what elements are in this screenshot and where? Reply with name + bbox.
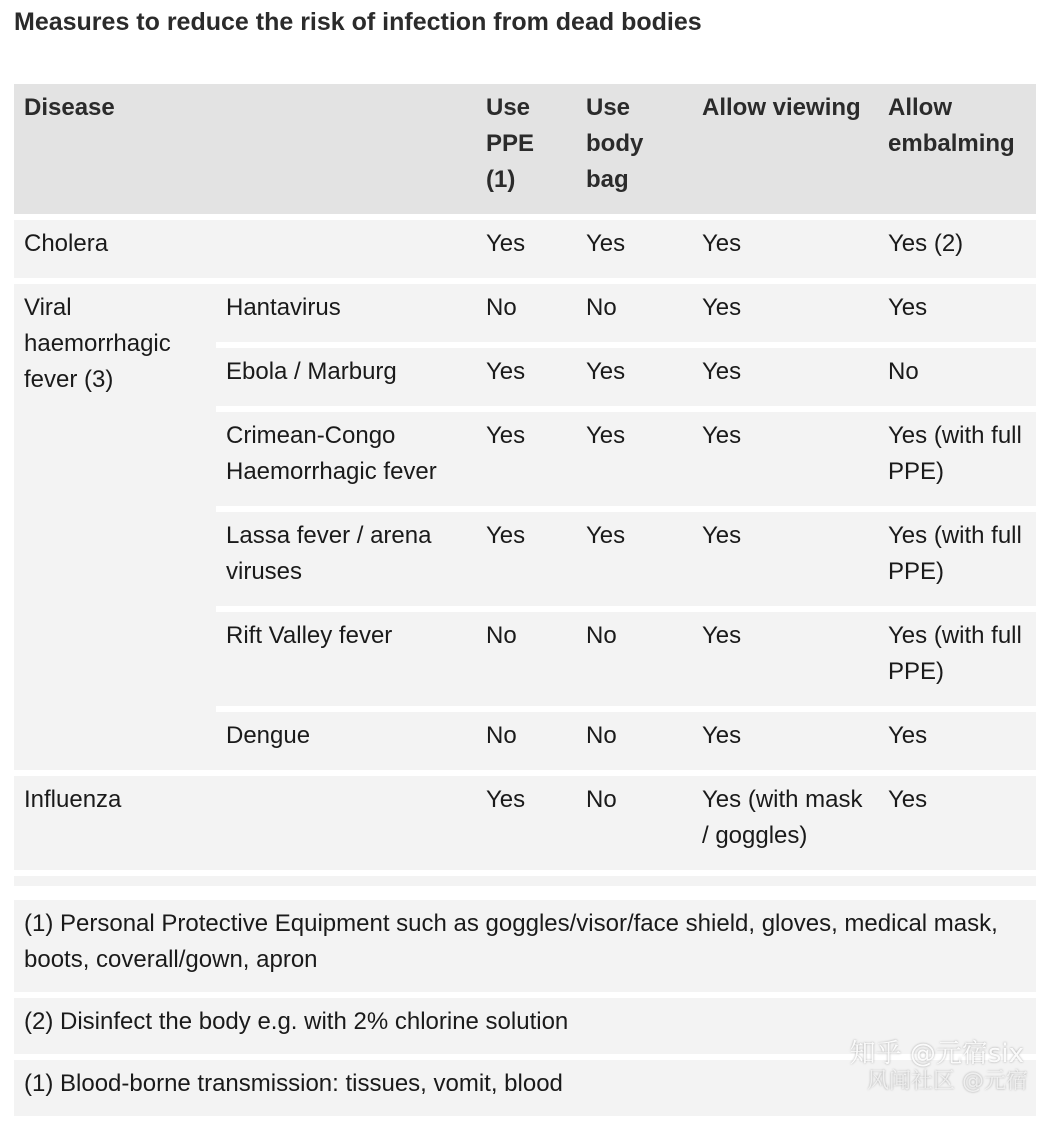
viewing-cell: Yes bbox=[692, 214, 878, 278]
subtype-cell: Hantavirus bbox=[216, 278, 476, 342]
viewing-cell: Yes bbox=[692, 706, 878, 770]
header-use-body-bag: Use body bag bbox=[576, 84, 692, 214]
table-row bbox=[14, 214, 1036, 278]
header-disease: Disease bbox=[14, 84, 476, 214]
subtype-cell: Ebola / Marburg bbox=[216, 342, 476, 406]
embalming-cell: No bbox=[878, 342, 1036, 406]
footnote-bloodborne: (1) Blood-borne transmission: tissues, vomit, blood bbox=[14, 1060, 1036, 1116]
body-bag-cell: Yes bbox=[576, 214, 692, 278]
table-header-row bbox=[14, 84, 1036, 214]
ppe-cell: Yes bbox=[476, 770, 576, 870]
embalming-cell: Yes (with full PPE) bbox=[878, 606, 1036, 706]
disease-cell: Viral haemorrhagic fever (3) bbox=[14, 278, 216, 770]
subtype-cell: Rift Valley fever bbox=[216, 606, 476, 706]
body-bag-cell: Yes bbox=[576, 406, 692, 506]
disease-cell: Cholera bbox=[14, 214, 476, 278]
watermark-zhihu: 知乎 @元宿six bbox=[849, 1039, 1024, 1069]
subtype-cell: Crimean-Congo Haemorrhagic fever bbox=[216, 406, 476, 506]
embalming-cell: Yes (2) bbox=[878, 214, 1036, 278]
viewing-cell: Yes bbox=[692, 342, 878, 406]
subtype-cell: Lassa fever / arena viruses bbox=[216, 506, 476, 606]
infection-measures-table bbox=[14, 84, 1036, 886]
ppe-cell: Yes bbox=[476, 214, 576, 278]
header-use-ppe: Use PPE (1) bbox=[476, 84, 576, 214]
disease-cell: Influenza bbox=[14, 770, 476, 870]
body-bag-cell: No bbox=[576, 278, 692, 342]
ppe-cell: No bbox=[476, 278, 576, 342]
embalming-cell: Yes (with full PPE) bbox=[878, 406, 1036, 506]
ppe-cell: Yes bbox=[476, 506, 576, 606]
embalming-cell: Yes bbox=[878, 706, 1036, 770]
table-row bbox=[14, 278, 1036, 342]
body-bag-cell: No bbox=[576, 770, 692, 870]
ppe-cell: No bbox=[476, 606, 576, 706]
subtype-cell: Dengue bbox=[216, 706, 476, 770]
viewing-cell: Yes bbox=[692, 606, 878, 706]
ppe-cell: Yes bbox=[476, 342, 576, 406]
embalming-cell: Yes bbox=[878, 770, 1036, 870]
body-bag-cell: No bbox=[576, 706, 692, 770]
table-spacer-row bbox=[14, 870, 1036, 886]
viewing-cell: Yes bbox=[692, 506, 878, 606]
header-allow-embalming: Allow embalming bbox=[878, 84, 1036, 214]
body-bag-cell: Yes bbox=[576, 342, 692, 406]
viewing-cell: Yes bbox=[692, 406, 878, 506]
spacer-cell bbox=[14, 870, 1036, 886]
watermark bbox=[849, 1039, 1028, 1094]
viewing-cell: Yes bbox=[692, 278, 878, 342]
footnote-disinfect: (2) Disinfect the body e.g. with 2% chlorine solution bbox=[14, 998, 1036, 1054]
footnote-ppe: (1) Personal Protective Equipment such as goggles/visor/face shield, gloves, medical mask, boots, coverall/gown, apron bbox=[14, 900, 1036, 992]
watermark-fengwen: 风闻社区 @元宿 bbox=[867, 1069, 1028, 1094]
table-row bbox=[14, 770, 1036, 870]
viewing-cell: Yes (with mask / goggles) bbox=[692, 770, 878, 870]
page-title: Measures to reduce the risk of infection from dead bodies bbox=[14, 8, 702, 36]
body-bag-cell: Yes bbox=[576, 506, 692, 606]
ppe-cell: No bbox=[476, 706, 576, 770]
embalming-cell: Yes (with full PPE) bbox=[878, 506, 1036, 606]
header-allow-viewing: Allow viewing bbox=[692, 84, 878, 214]
ppe-cell: Yes bbox=[476, 406, 576, 506]
body-bag-cell: No bbox=[576, 606, 692, 706]
embalming-cell: Yes bbox=[878, 278, 1036, 342]
